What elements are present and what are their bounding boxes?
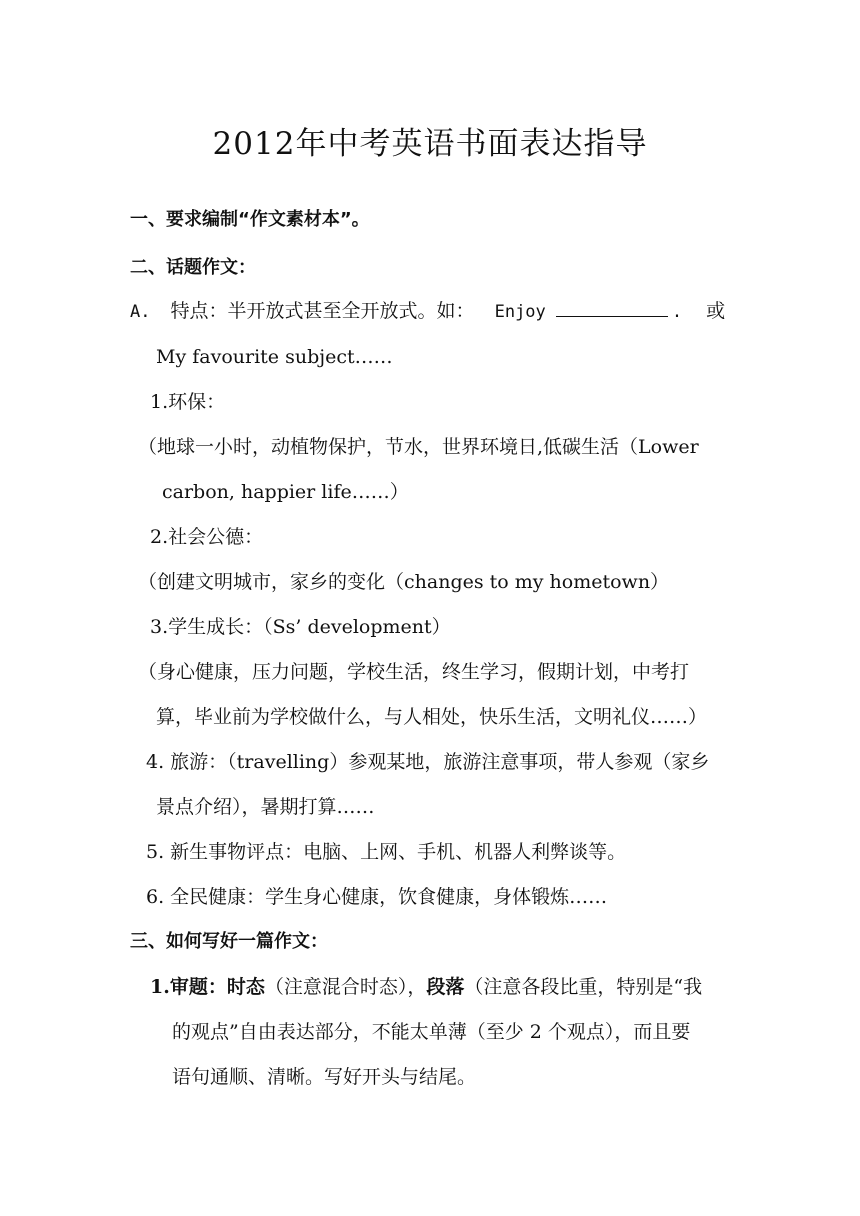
topic-2-detail: （创建文明城市，家乡的变化（changes to my hometown） (138, 571, 670, 593)
item-a-text: 特点：半开放式甚至全开放式。如： (170, 300, 475, 322)
item-a-prefix: A. (130, 302, 151, 322)
topic-5: 5. 新生事物评点：电脑、上网、手机、机器人利弊谈等。 (146, 841, 627, 863)
topic-1-label: 1.环保： (150, 391, 226, 413)
section-heading-2: 二、话题作文： (130, 257, 256, 278)
topic-4-cont: 景点介绍），暑期打算…… (156, 796, 375, 818)
section-heading-1: 一、要求编制“作文素材本”。 (130, 209, 370, 230)
section-3-point-1-cont2: 语句通顺、清晰。写好开头与结尾。 (172, 1066, 477, 1088)
topic-3-detail: （身心健康，压力问题，学校生活，终生学习，假期计划，中考打 (138, 661, 690, 683)
point-1-tense-note: （注意混合时态）， (264, 976, 427, 998)
topic-1-detail-cont: carbon, happier life……） (162, 481, 409, 503)
topic-2-label: 2.社会公德： (150, 526, 264, 548)
fill-in-blank (556, 298, 668, 317)
section-heading-3: 三、如何写好一篇作文： (130, 931, 328, 952)
point-1-lead: 1.审题： (150, 976, 227, 998)
item-a-enjoy: Enjoy (494, 302, 546, 322)
topic-6: 6. 全民健康：学生身心健康，饮食健康，身体锻炼…… (146, 886, 608, 908)
topic-1-detail: （地球一小时，动植物保护，节水，世界环境日,低碳生活（Lower (138, 436, 699, 458)
item-a-or: 或 (706, 300, 726, 322)
topic-3-label: 3.学生成长：（Ss’ development） (150, 616, 451, 638)
topic-3-detail-cont: 算，毕业前为学校做什么，与人相处，快乐生活，文明礼仪……） (156, 706, 708, 728)
point-1-paragraph-note: （注意各段比重，特别是“我 (464, 976, 703, 998)
point-1-tense: 时态 (226, 976, 265, 998)
page-title: 2012年中考英语书面表达指导 (212, 126, 648, 162)
item-a-line2: My favourite subject…… (156, 346, 393, 368)
section-3-point-1-cont: 的观点”自由表达部分，不能太单薄（至少 2 个观点），而且要 (172, 1021, 691, 1043)
topic-4: 4. 旅游：（travelling）参观某地，旅游注意事项，带人参观（家乡 (146, 751, 710, 773)
item-a-period: . (671, 302, 683, 322)
item-a-line1 (130, 298, 725, 325)
point-1-paragraph: 段落 (426, 976, 465, 998)
section-3-point-1 (150, 974, 702, 1000)
